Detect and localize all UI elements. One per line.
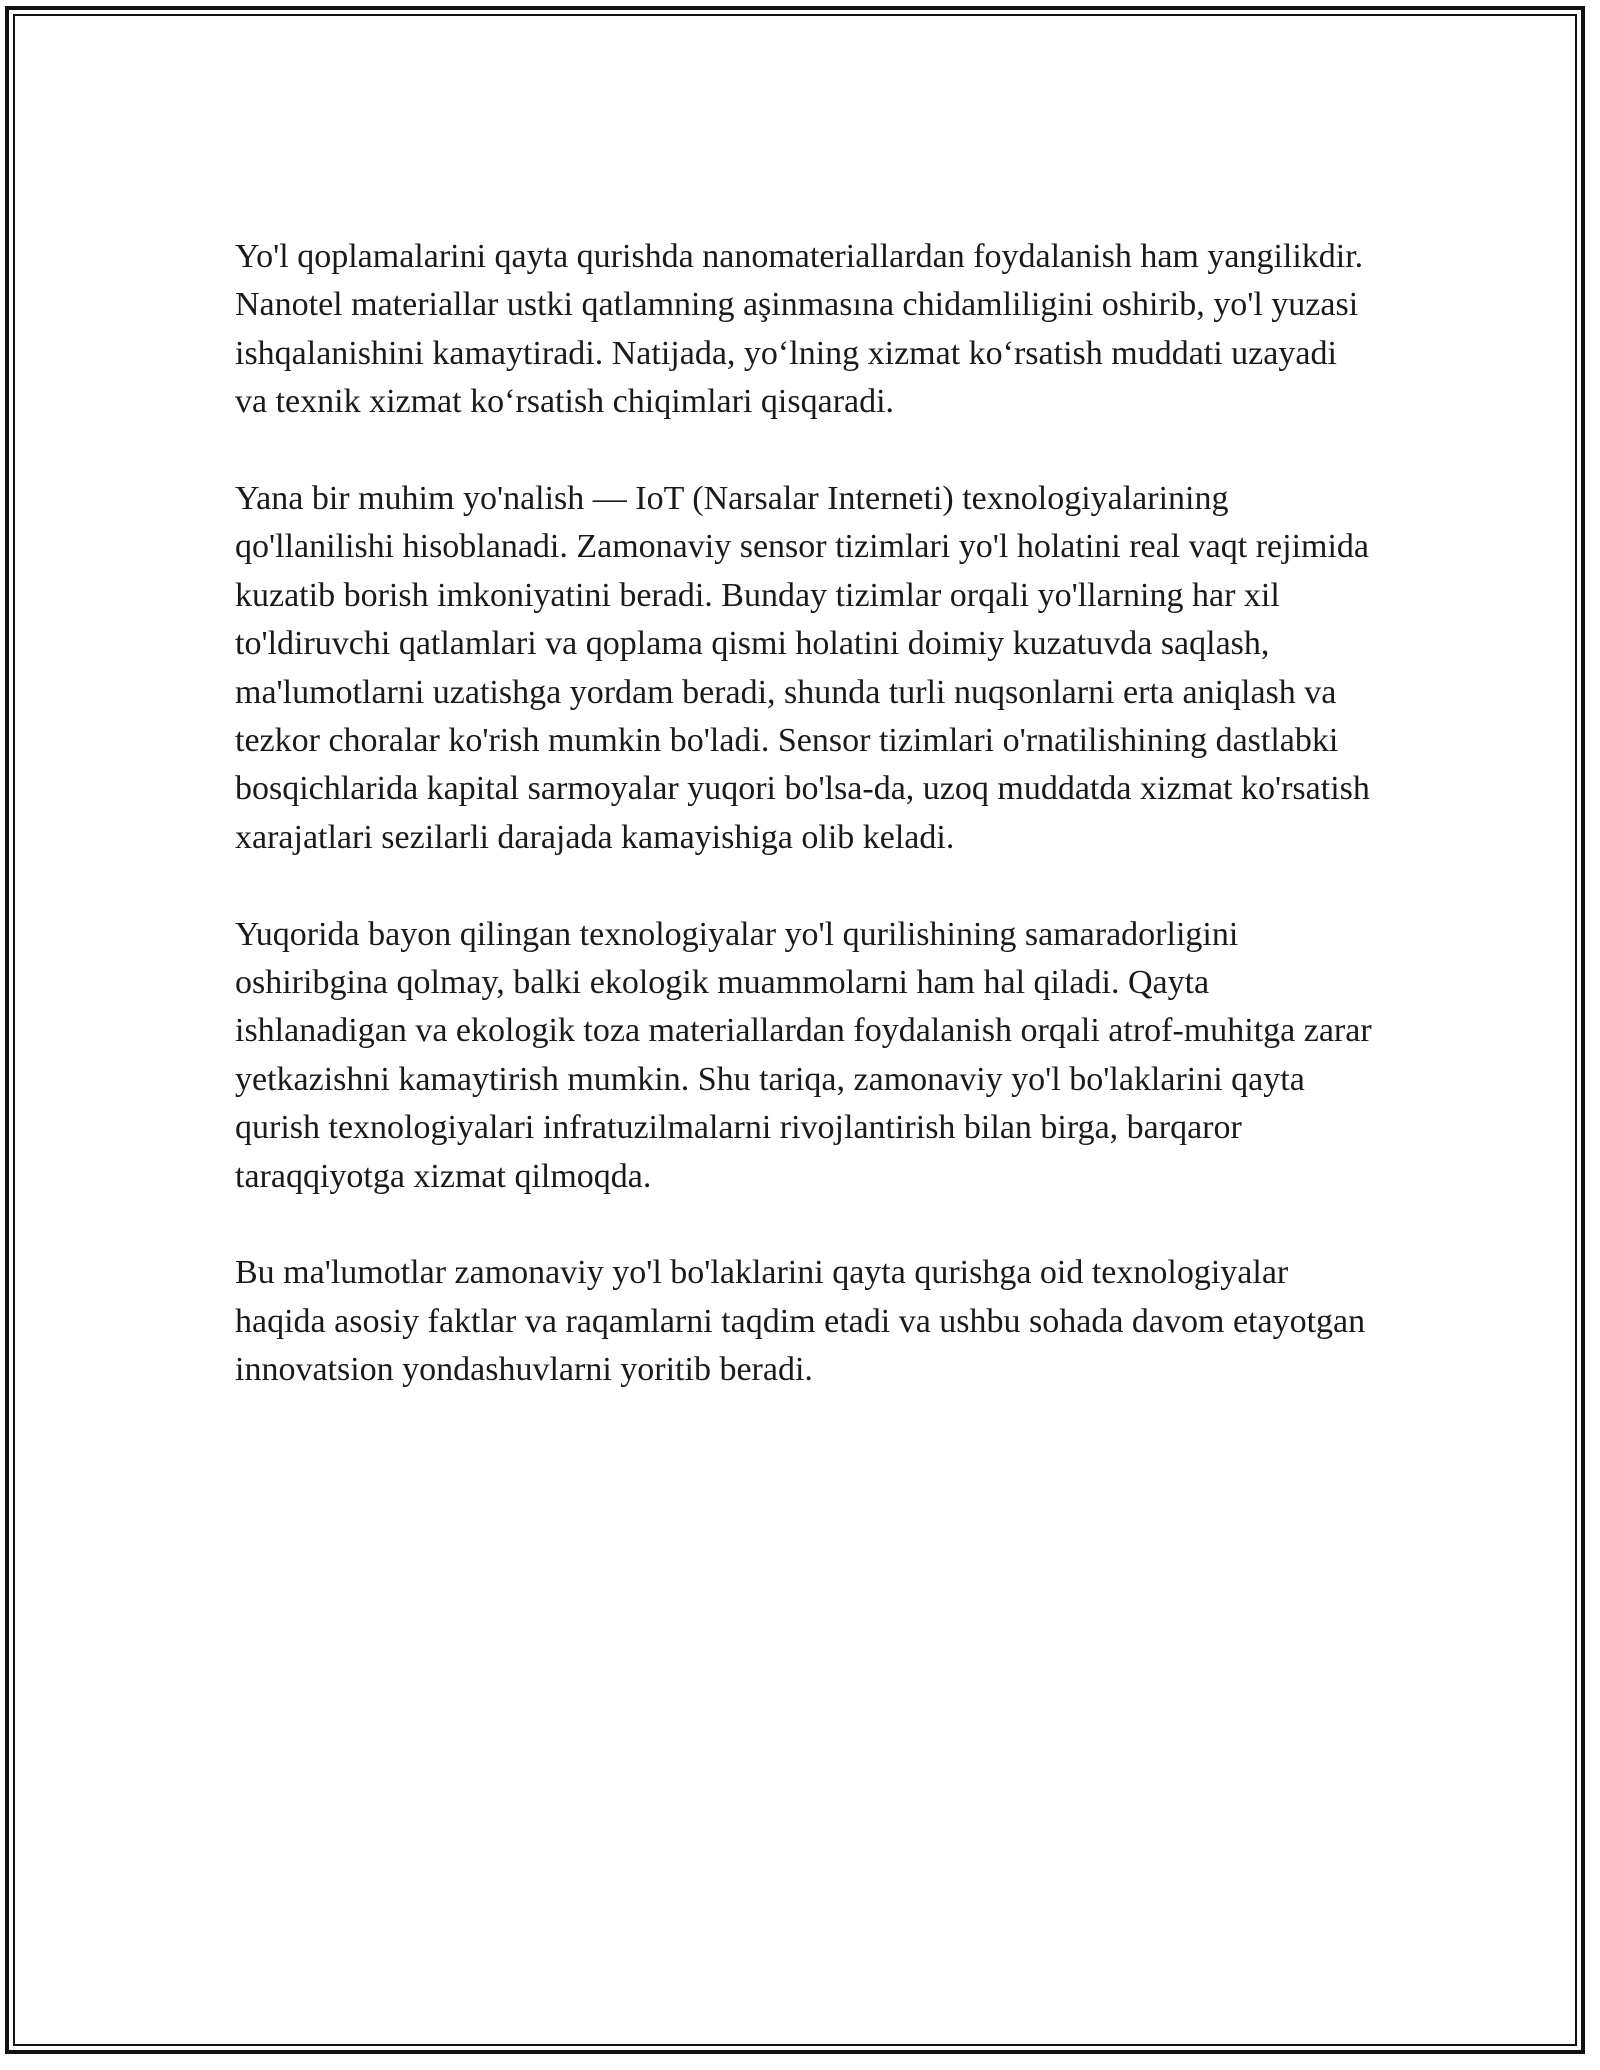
paragraph-nanomaterials: Yo'l qoplamalarini qayta qurishda nanomateriallardan foydalanish ham yangilikdir. Nanotel materiallar ustki qatlamning aşinmasına chidamliligini oshirib, yo'l yuzasi ishqalanishini kamaytiradi. Natijada, yo‘lning xizmat ko‘rsatish muddati uzayadi va texnik xizmat ko‘rsatish chiqimlari qisqaradi. [235,238,1364,421]
document-body [235,233,1375,1443]
paragraph-ecology: Yuqorida bayon qilingan texnologiyalar yo'l qurilishining samaradorligini oshiribgina qolmay, balki ekologik muammolarni ham hal qiladi. Qayta ishlanadigan va ekologik toza materiallardan foydalanish orqali atrof-muhitga zarar yetkazishni kamaytirish mumkin. Shu tariqa, zamonaviy yo'l bo'laklarini qayta qurish texnologiyalari infratuzilmalarni rivojlantirish bilan birga, barqaror taraqqiyotga xizmat qilmoqda. [235,915,1372,1195]
paragraph-iot: Yana bir muhim yo'nalish — IoT (Narsalar Interneti) texnologiyalarining qo'llanilishi hisoblanadi. Zamonaviy sensor tizimlari yo'l holatini real vaqt rejimida kuzatib borish imkoniyatini beradi. Bunday tizimlar orqali yo'llarning har xil to'ldiruvchi qatlamlari va qoplama qismi holatini doimiy kuzatuvda saqlash, ma'lumotlarni uzatishga yordam beradi, shunda turli nuqsonlarni erta aniqlash va tezkor choralar ko'rish mumkin bo'ladi. Sensor tizimlari o'rnatilishining dastlabki bosqichlarida kapital sarmoyalar yuqori bo'lsa-da, uzoq muddatda xizmat ko'rsatish xarajatlari sezilarli darajada kamayishiga olib keladi. [235,480,1370,856]
paragraph-summary: Bu ma'lumotlar zamonaviy yo'l bo'laklarini qayta qurishga oid texnologiyalar haqida asosiy faktlar va raqamlarni taqdim etadi va ushbu sohada davom etayotgan innovatsion yondashuvlarni yoritib beradi. [235,1254,1366,1389]
